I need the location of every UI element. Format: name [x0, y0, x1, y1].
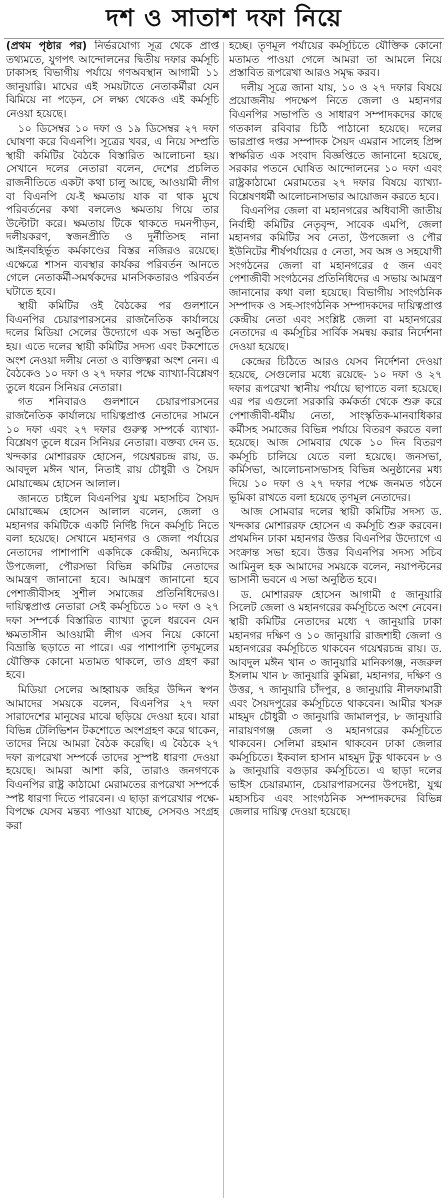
article-paragraph: জানতে চাইলে বিএনপির যুগ্ম মহাসচিব সৈয়দ মোয়াজ্জেম হোসেন আলাল বলেন, জেলা ও মহানগর কমিটিকে একটি নির্দিষ্ট দিনে কর্মসূচি নিতে বলা হয়েছে। সেখানে মহানগর ও জেলা পর্যায়ের নেতাদের পাশাপাশি একদিকে কেন্দ্রীয়, অন্যদিকে উপজেলা, পৌরসভা বিভিন্ন কমিটির নেতাদের আমন্ত্রণ জানানো হবে। আমন্ত্রণ জানানো হবে পেশাজীবীসহ সুশীল সমাজের প্রতিনিধিদেরও। দায়িত্বপ্রাপ্ত নেতারা সেই কর্মসূচিতে ১০ দফা ও ২৭ দফা সম্পর্কে বিস্তারিত ব্যাখ্যা তুলে ধরবেন যেন ক্ষমতাসীন আওয়ামী লীগ এসব নিয়ে কোনো বিভ্রান্তি ছড়াতে না পারে। এর পাশাপাশি তৃণমূলের যৌক্তিক কোনো মতামত থাকলে, তাও গ্রহণ করা হবে।	[6, 492, 219, 682]
article-paragraph: আজ সোমবার দলের স্থায়ী কমিটির সদস্য ড. খন্দকার মোশাররফ হোসেন এ কর্মসূচি শুরু করবেন। প্রথমদিন ঢাকা মহানগর উত্তর বিএনপির উদ্যোগে এ সংক্রান্ত সভা হবে। উত্তর বিএনপির সদস্য সচিব আমিনুল হক আমাদের সময়কে বলেন, নয়াপল্টনের ভাসানী ভবনে এ সভা অনুষ্ঠিত হবে।	[229, 506, 442, 587]
article-paragraph: বিএনপির জেলা বা মহানগরের অধিবাসী জাতীয় নির্বাহী কমিটির নেতৃবৃন্দ, সাবেক এমপি, জেলা মহানগর কমিটির সব নেতা, উপজেলা ও পৌর ইউনিটের শীর্ষপর্যায়ের ৫ নেতা, সব অঙ্গ ও সহযোগী সংগঠনের জেলা বা মহানগরের ৫ জন এবং পেশাজীবী সংগঠনের প্রতিনিধিদের এ সভায় আমন্ত্রণ জানানোর কথা বলা হয়েছে। বিভাগীয় সাংগঠনিক সম্পাদক ও সহ-সাংগঠনিক সম্পাদকদের দায়িত্বপ্রাপ্ত কেন্দ্রীয় নেতা এবং সংশ্লিষ্ট জেলা বা মহানগরের নেতাদের এ কর্মসূচির সার্বিক সমন্বয় করার নির্দেশনা দেওয়া হয়েছে।	[229, 205, 442, 354]
headline: দশ ও সাতাশ দফা নিয়ে	[106, 4, 342, 33]
article-paragraph	[6, 40, 219, 122]
article-paragraph: হচ্ছে। তৃণমূল পর্যায়ের কর্মসূচিতে যৌক্তিক কোনো মতামত পাওয়া গেলে আমরা তা আমলে নিয়ে প্রস্তাবিত রূপরেখা আরও সমৃদ্ধ করব।	[229, 40, 442, 80]
article-paragraph: দলীয় সূত্রে জানা যায়, ১০ ও ২৭ দফার বিষয়ে প্রয়োজনীয় পদক্ষেপ নিতে জেলা ও মহানগর বিএনপির সভাপতি ও সাধারণ সম্পাদকদের কাছে গতকাল রবিবার চিঠি পাঠানো হয়েছে। দলের ভারপ্রাপ্ত দপ্তর সম্পাদক সৈয়দ এমরান সালেহ প্রিন্স স্বাক্ষরিত এক সংবাদ বিজ্ঞপ্তিতে জানানো হয়েছে, সরকার পতনে ঘোষিত আন্দোলনের ১০ দফা এবং রাষ্ট্রকাঠামো মেরামতের ২৭ দফার বিষয়ে ব্যাখ্যা-বিশ্লেষণধর্মী আলোচনাসভার আয়োজন করতে হবে।	[229, 81, 442, 203]
paragraph-text: নির্ভরযোগ্য সূত্র থেকে প্রাপ্ত তথ্যমতে, যুগপৎ আন্দোলনের দ্বিতীয় দফার কর্মসূচি ঢাকাসহ বিভাগীয় পর্যায়ে গণঅবস্থান আগামী ১১ জানুয়ারি। মাঘের এই সময়টাতে নেতাকর্মীরা যেন ঝিমিয়ে না পড়েন, সে লক্ষ্য থেকেও এই কর্মসূচি নেওয়া হয়েছে।	[6, 40, 219, 120]
article-column-right	[229, 40, 442, 1200]
article-paragraph: মিডিয়া সেলের আহ্বায়ক জহির উদ্দিন স্বপন আমাদের সময়কে বলেন, বিএনপির ২৭ দফা সারাদেশের মানুষের মাঝে ছড়িয়ে দেওয়া হবে। যারা বিভিন্ন টেলিভিশন টকশোতে অংশগ্রহণ করে থাকেন, তাদের নিয়ে আমরা বৈঠক করেছি। এ বৈঠকে ২৭ দফা রূপরেখা সম্পর্কে তাদের সুস্পষ্ট ধারণা দেওয়া হয়েছে। আমরা আশা করি, তারাও জনগণকে বিএনপির রাষ্ট্র কাঠামো মেরামতের রূপরেখা সম্পর্কে স্পষ্ট ধারণা দিতে পারবেন। এ ছাড়া রূপরেখার পক্ষে-বিপক্ষে যেসব মন্তব্য পাওয়া যাচ্ছে, সেসবও সংগ্রহ করা	[6, 683, 219, 832]
column-divider	[223, 42, 224, 1198]
article-paragraph: গত শনিবারও গুলশানে চেয়ারপারসনের রাজনৈতিক কার্যালয়ে দায়িত্বপ্রাপ্ত নেতাদের সামনে ১০ দফা এবং ২৭ দফার গুরুত্ব সম্পর্কে ব্যাখ্যা-বিশ্লেষণ তুলে ধরেন সিনিয়র নেতারা। বক্তব্য দেন ড. খন্দকার মোশাররফ হোসেন, গয়েশ্বরচন্দ্র রায়, ড. আবদুল মঈন খান, নিতাই রায় চৌধুরী ও সৈয়দ মোয়াজ্জেম হোসেন আলাল।	[6, 396, 219, 490]
article-paragraph: ১০ ডিসেম্বর ১০ দফা ও ১৯ ডিসেম্বর ২৭ দফা ঘোষণা করে বিএনপি। সূত্রের খবর, এ নিয়ে সম্প্রতি স্থায়ী কমিটির বৈঠকে বিস্তারিত আলোচনা হয়। সেখানে দলের নেতারা বলেন, দেশের প্রচলিত রাজনীতিতে একটা কথা চালু আছে, আওয়ামী লীগ বা বিএনপি যে-ই ক্ষমতায় যাক বা থাক মুখে পরিবর্তনের কথা বললেও ক্ষমতায় গিয়ে তার উল্টোটা করে। ক্ষমতায় টিকে থাকতে দমনপীড়ন, দলীয়করণ, স্বজনপ্রীতি ও দুর্নীতিসহ নানা আইনবহির্ভূত কর্মকাণ্ডের বিস্তর নজিরও রয়েছে। এক্ষেত্রে শাসন ব্যবস্থার কার্যকর পরিবর্তন আনতে গেলে নেতাকর্মী-সমর্থকদের মানসিকতারও পরিবর্তন ঘটাতে হবে।	[6, 122, 219, 298]
continuation-label: (প্রথম পৃষ্ঠার পর)	[6, 40, 87, 52]
article-column-left	[6, 40, 219, 1200]
headline-rule	[4, 38, 444, 39]
article-paragraph: ড. মোশাররফ হোসেন আগামী ৫ জানুয়ারি সিলেট জেলা ও মহানগরের কর্মসূচিতে অংশ নেবেন। স্থায়ী কমিটির নেতাদের মধ্যে ৭ জানুয়ারি ঢাকা মহানগর দক্ষিণ ও ১০ জানুয়ারি রাজশাহী জেলা ও মহানগরের কর্মসূচিতে থাকবেন গয়েশ্বরচন্দ্র রায়। ড. আবদুল মঈন খান ৩ জানুয়ারি মানিকগঞ্জ, নজরুল ইসলাম খান ৮ জানুয়ারি কুমিল্লা, মহানগর, দক্ষিণ ও উত্তর, ৭ জানুয়ারি চাঁদপুর, ৪ জানুয়ারি নীলফামারী এবং সৈয়দপুরের কর্মসূচিতে থাকবেন। আমীর খসরু মাহমুদ চৌধুরী ৩ জানুয়ারি জামালপুর, ৮ জানুয়ারি নারায়ণগঞ্জ জেলা ও মহানগরের কর্মসূচিতে থাকবেন। সেলিমা রহমান থাকবেন ঢাকা জেলার কর্মসূচিতে। ইকবাল হাসান মাহমুদ টুকু থাকবেন ৮ ও ৯ জানুয়ারি বগুড়ার কর্মসূচিতে। এ ছাড়া দলের ভাইস চেয়ারম্যান, চেয়ারপারসনের উপদেষ্টা, যুগ্ম মহাসচিব এবং সাংগঠনিক সম্পাদকদের বিভিন্ন জেলার দায়িত্ব দেওয়া হয়েছে।	[229, 588, 442, 819]
article-paragraph: স্থায়ী কমিটির ওই বৈঠকের পর গুলশানে বিএনপির চেয়ারপারসনের রাজনৈতিক কার্যালয়ে দলের মিডিয়া সেলের উদ্যোগে এক সভা অনুষ্ঠিত হয়। এতে দলের স্থায়ী কমিটির সদস্য এবং টকশোতে অংশ নেওয়া দলীয় নেতা ও ব্যক্তিত্বরা অংশ নেন। এ বৈঠকেও ১০ দফা ও ২৭ দফার পক্ষে ব্যাখ্যা-বিশ্লেষণ তুলে ধরেন সিনিয়র নেতারা।	[6, 300, 219, 394]
article-paragraph: কেন্দ্রের চিঠিতে আরও যেসব নির্দেশনা দেওয়া হয়েছে, সেগুলোর মধ্যে রয়েছে- ১০ দফা ও ২৭ দফার রূপরেখা স্থানীয় পর্যায়ে ছাপাতে বলা হয়েছে। এর পর এগুলো সরকারি কর্মকর্তা থেকে শুরু করে পেশাজীবী-ধর্মীয় নেতা, সাংস্কৃতিক-মানবাধিকার কর্মীসহ সমাজের বিভিন্ন পর্যায়ে বিতরণ করতে বলা হয়েছে। আজ সোমবার থেকে ১০ দিন বিতরণ কর্মসূচি চালিয়ে যেতে বলা হয়েছে। জনসভা, কর্মিসভা, আলোচনাসভাসহ বিভিন্ন অনুষ্ঠানের মধ্য দিয়ে ১০ দফা ও ২৭ দফার পক্ষে জনমত গঠনে ভূমিকা রাখতে বলা হয়েছে তৃণমূল নেতাদের।	[229, 355, 442, 504]
